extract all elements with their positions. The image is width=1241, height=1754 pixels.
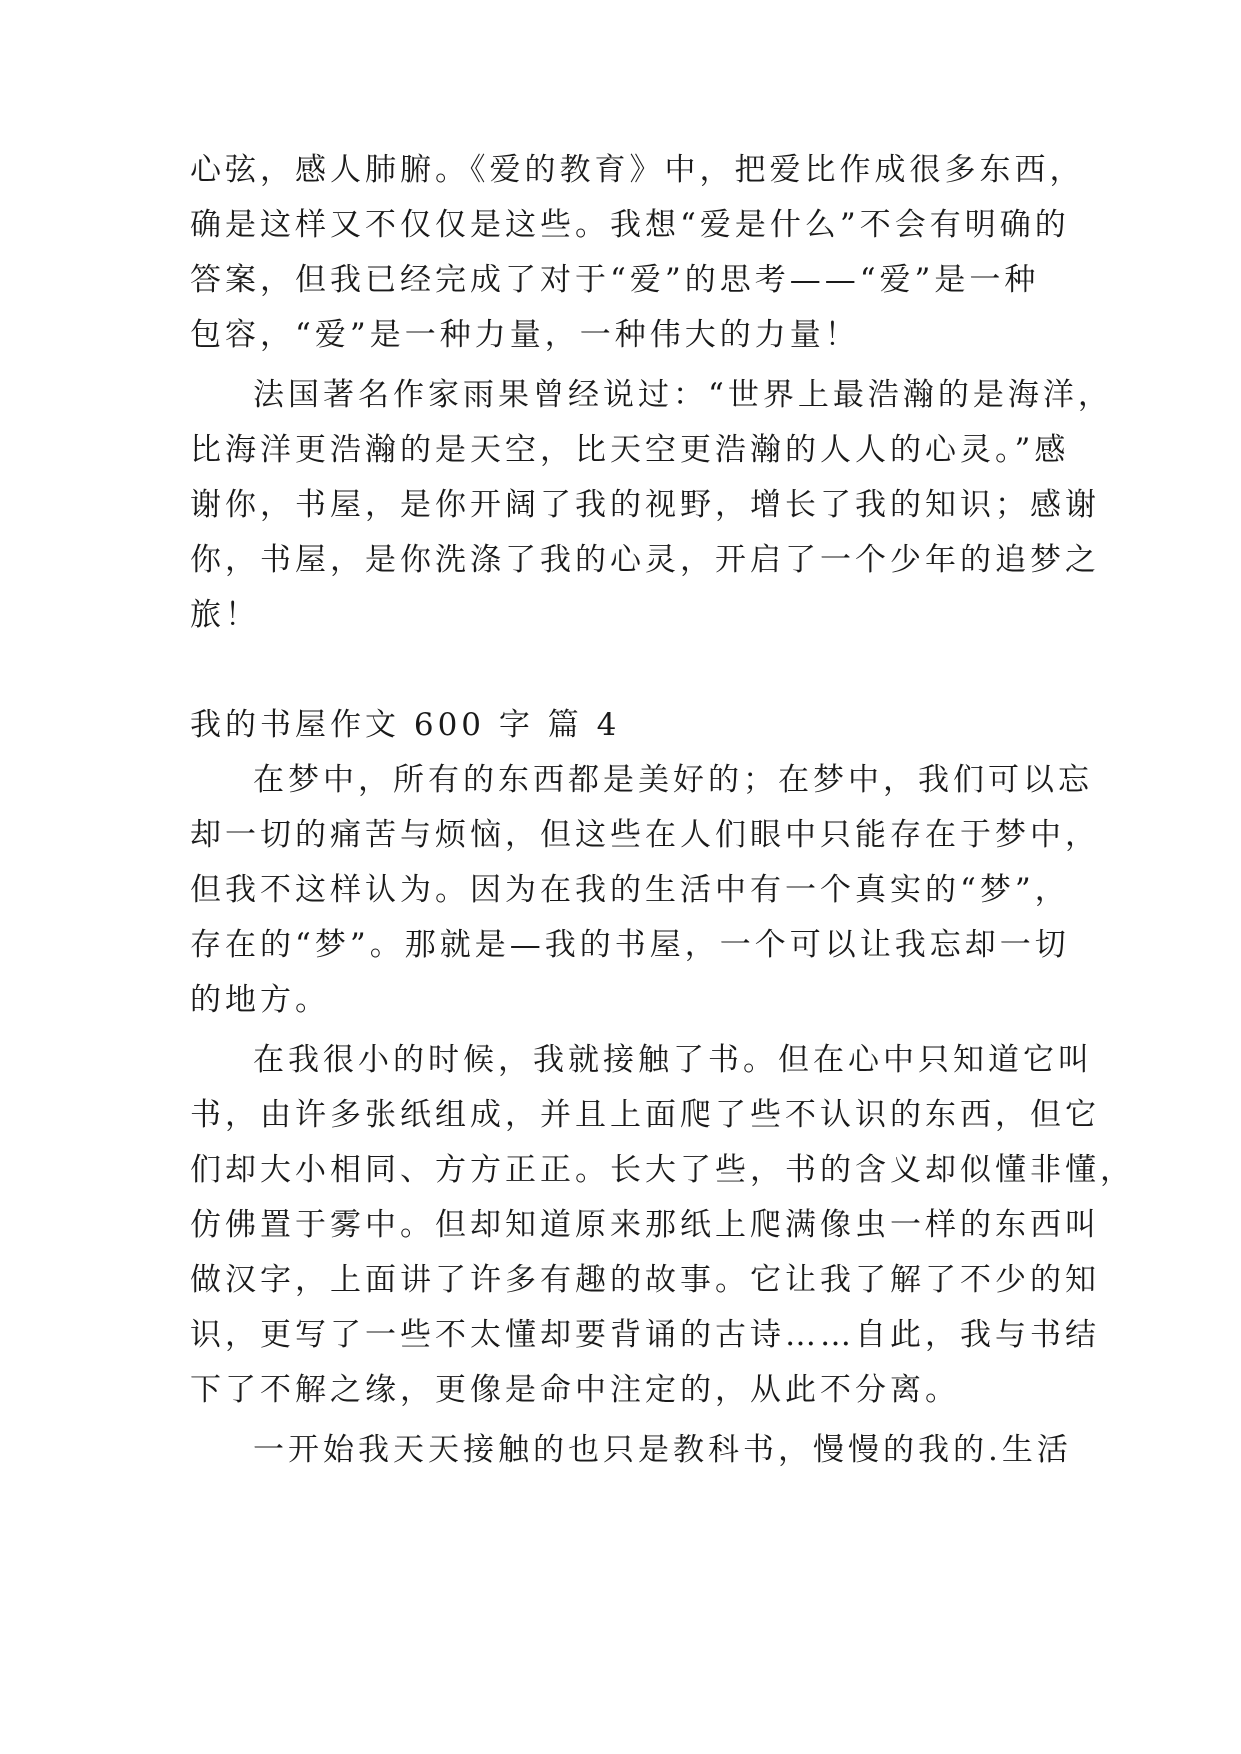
section-heading: 我的书屋作文 600 字 篇 4: [190, 707, 621, 743]
text-line: 却一切的痛苦与烦恼，但这些在人们眼中只能存在于梦中，: [190, 817, 1100, 853]
text-line: 们却大小相同、方方正正。长大了些，书的含义却似懂非懂，: [190, 1152, 1135, 1188]
paragraph-first-line: 法国著名作家雨果曾经说过：“世界上最浩瀚的是海洋，: [253, 377, 1113, 413]
text-line: 识，更写了一些不太懂却要背诵的古诗……自此，我与书结: [190, 1317, 1100, 1353]
text-line: 比海洋更浩瀚的是天空，比天空更浩瀚的人人的心灵。”感: [190, 432, 1070, 468]
text-line: 仿佛置于雾中。但却知道原来那纸上爬满像虫一样的东西叫: [190, 1207, 1100, 1243]
text-line: 确是这样又不仅仅是这些。我想“爱是什么”不会有明确的: [190, 207, 1070, 243]
paragraph-first-line: 一开始我天天接触的也只是教科书，慢慢的我的.生活: [253, 1432, 1072, 1468]
text-line: 谢你，书屋，是你开阔了我的视野，增长了我的知识；感谢: [190, 487, 1100, 523]
text-line: 旅！: [190, 597, 260, 633]
text-line: 你，书屋，是你洗涤了我的心灵，开启了一个少年的追梦之: [190, 542, 1100, 578]
text-line: 答案，但我已经完成了对于“爱”的思考——“爱”是一种: [190, 262, 1040, 298]
text-line: 心弦，感人肺腑。《爱的教育》中，把爱比作成很多东西，: [190, 152, 1085, 188]
text-line: 的地方。: [190, 982, 330, 1018]
text-line: 存在的“梦”。那就是—我的书屋，一个可以让我忘却一切: [190, 927, 1070, 963]
paragraph-first-line: 在梦中，所有的东西都是美好的；在梦中，我们可以忘: [253, 762, 1093, 798]
text-line: 做汉字，上面讲了许多有趣的故事。它让我了解了不少的知: [190, 1262, 1100, 1298]
paragraph-first-line: 在我很小的时候，我就接触了书。但在心中只知道它叫: [253, 1042, 1093, 1078]
text-line: 但我不这样认为。因为在我的生活中有一个真实的“梦”，: [190, 872, 1070, 908]
text-line: 书，由许多张纸组成，并且上面爬了些不认识的东西，但它: [190, 1097, 1100, 1133]
text-line: 包容，“爱”是一种力量，一种伟大的力量！: [190, 317, 860, 353]
text-line: 下了不解之缘，更像是命中注定的，从此不分离。: [190, 1372, 960, 1408]
